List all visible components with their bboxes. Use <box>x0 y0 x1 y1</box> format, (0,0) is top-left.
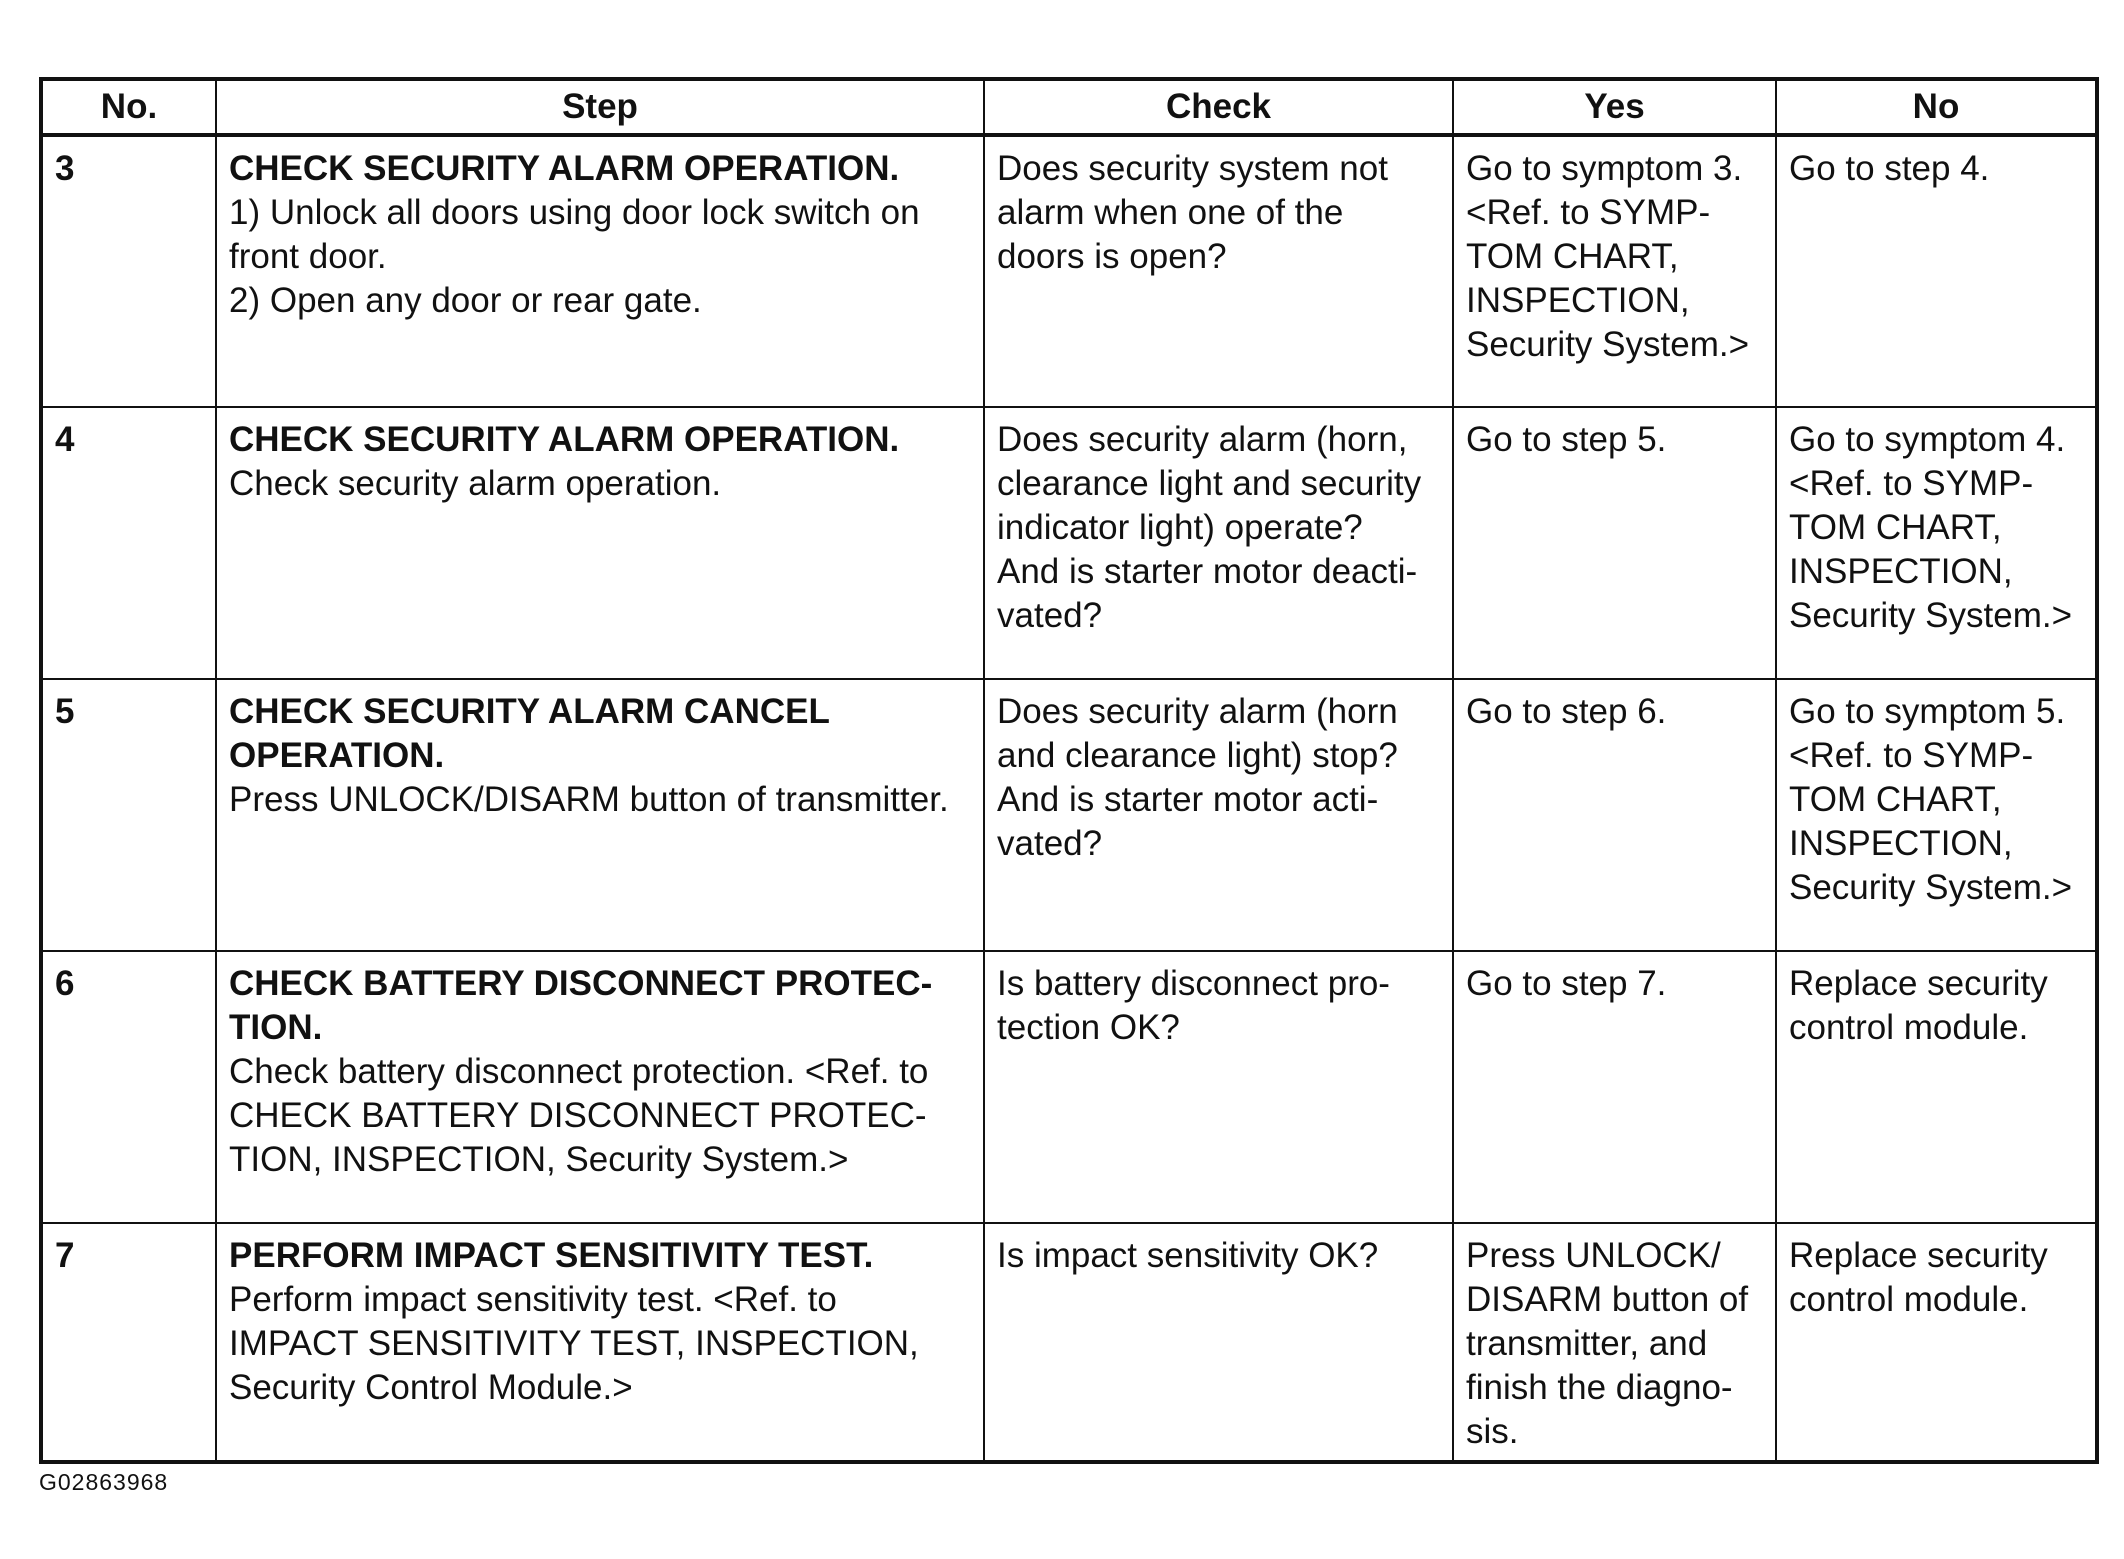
step-line: Check battery disconnect protection. <Ref. to <box>229 1052 929 1091</box>
yes-line: INSPECTION, <box>1466 281 1690 320</box>
step-line: CHECK BATTERY DISCONNECT PROTEC- <box>229 1096 927 1135</box>
table-header <box>41 79 2097 135</box>
yes-line: finish the diagno- <box>1466 1368 1733 1407</box>
yes-line: DISARM button of <box>1466 1280 1749 1319</box>
no-line: Security System.> <box>1789 596 2073 635</box>
no-line: <Ref. to SYMP- <box>1789 736 2034 775</box>
no-line: Security System.> <box>1789 868 2073 907</box>
check-cell <box>984 951 1453 1223</box>
header-no: No. <box>41 79 216 135</box>
yes-line: Go to step 7. <box>1466 964 1667 1003</box>
check-cell <box>984 1223 1453 1462</box>
step-cell <box>216 951 984 1223</box>
table-row <box>41 407 2097 679</box>
yes-cell <box>1453 951 1776 1223</box>
header-row <box>41 79 2097 135</box>
no-line: TOM CHART, <box>1789 780 2002 819</box>
check-cell <box>984 135 1453 407</box>
check-line: doors is open? <box>997 237 1227 276</box>
no-line: INSPECTION, <box>1789 824 2013 863</box>
step-title: PERFORM IMPACT SENSITIVITY TEST. <box>229 1236 874 1275</box>
yes-line: Security System.> <box>1466 325 1750 364</box>
yes-line: Go to step 5. <box>1466 420 1667 459</box>
row-number <box>41 407 216 679</box>
step-cell <box>216 1223 984 1462</box>
no-line: control module. <box>1789 1280 2029 1319</box>
row-number-text: 4 <box>55 420 75 459</box>
row-number <box>41 679 216 951</box>
check-line: and clearance light) stop? <box>997 736 1398 775</box>
no-line: TOM CHART, <box>1789 508 2002 547</box>
check-line: Is impact sensitivity OK? <box>997 1236 1379 1275</box>
check-line: Does security system not <box>997 149 1388 188</box>
row-number-text: 3 <box>55 149 75 188</box>
yes-line: TOM CHART, <box>1466 237 1679 276</box>
check-line: Is battery disconnect pro- <box>997 964 1390 1003</box>
no-line: control module. <box>1789 1008 2029 1047</box>
step-title: CHECK SECURITY ALARM OPERATION. <box>229 149 900 188</box>
yes-line: Go to step 6. <box>1466 692 1667 731</box>
step-line: TION, INSPECTION, Security System.> <box>229 1140 849 1179</box>
step-line: 2) Open any door or rear gate. <box>229 281 702 320</box>
no-line: Go to symptom 5. <box>1789 692 2066 731</box>
step-title: TION. <box>229 1008 323 1047</box>
yes-cell <box>1453 1223 1776 1462</box>
step-line: Check security alarm operation. <box>229 464 722 503</box>
check-cell <box>984 679 1453 951</box>
header-no-result: No <box>1776 79 2097 135</box>
no-line: Go to symptom 4. <box>1789 420 2066 459</box>
step-line: Perform impact sensitivity test. <Ref. to <box>229 1280 837 1319</box>
step-title: CHECK SECURITY ALARM OPERATION. <box>229 420 900 459</box>
table-row <box>41 135 2097 407</box>
no-cell <box>1776 135 2097 407</box>
check-line: tection OK? <box>997 1008 1180 1047</box>
header-check: Check <box>984 79 1453 135</box>
check-line: vated? <box>997 824 1103 863</box>
row-number-text: 5 <box>55 692 75 731</box>
row-number-text: 6 <box>55 964 75 1003</box>
step-title: CHECK BATTERY DISCONNECT PROTEC- <box>229 964 933 1003</box>
check-line: vated? <box>997 596 1103 635</box>
no-line: Go to step 4. <box>1789 149 1990 188</box>
yes-cell <box>1453 679 1776 951</box>
step-title: CHECK SECURITY ALARM CANCEL <box>229 692 830 731</box>
step-line: front door. <box>229 237 387 276</box>
table-row <box>41 679 2097 951</box>
step-line: 1) Unlock all doors using door lock switch on <box>229 193 920 232</box>
step-cell <box>216 679 984 951</box>
row-number <box>41 951 216 1223</box>
step-line: Security Control Module.> <box>229 1368 633 1407</box>
check-cell <box>984 407 1453 679</box>
figure-code: G02863968 <box>39 1469 169 1495</box>
check-line: And is starter motor acti- <box>997 780 1379 819</box>
header-yes: Yes <box>1453 79 1776 135</box>
check-line: And is starter motor deacti- <box>997 552 1418 591</box>
table-row <box>41 951 2097 1223</box>
row-number-text: 7 <box>55 1236 75 1275</box>
step-cell <box>216 407 984 679</box>
row-number <box>41 1223 216 1462</box>
header-step: Step <box>216 79 984 135</box>
diagnostic-table <box>39 77 2099 1464</box>
no-line: <Ref. to SYMP- <box>1789 464 2034 503</box>
check-line: Does security alarm (horn <box>997 692 1398 731</box>
no-line: Replace security <box>1789 964 2048 1003</box>
step-line: IMPACT SENSITIVITY TEST, INSPECTION, <box>229 1324 919 1363</box>
table-row <box>41 1223 2097 1462</box>
no-cell <box>1776 1223 2097 1462</box>
table-body <box>41 135 2097 1462</box>
no-cell <box>1776 407 2097 679</box>
no-line: INSPECTION, <box>1789 552 2013 591</box>
step-title: OPERATION. <box>229 736 445 775</box>
yes-line: Press UNLOCK/ <box>1466 1236 1721 1275</box>
yes-cell <box>1453 135 1776 407</box>
check-line: clearance light and security <box>997 464 1422 503</box>
yes-cell <box>1453 407 1776 679</box>
yes-line: <Ref. to SYMP- <box>1466 193 1711 232</box>
step-line: Press UNLOCK/DISARM button of transmitter. <box>229 780 949 819</box>
check-line: indicator light) operate? <box>997 508 1363 547</box>
yes-line: sis. <box>1466 1412 1519 1451</box>
check-line: Does security alarm (horn, <box>997 420 1408 459</box>
check-line: alarm when one of the <box>997 193 1344 232</box>
yes-line: transmitter, and <box>1466 1324 1708 1363</box>
row-number <box>41 135 216 407</box>
no-cell <box>1776 951 2097 1223</box>
no-cell <box>1776 679 2097 951</box>
no-line: Replace security <box>1789 1236 2048 1275</box>
step-cell <box>216 135 984 407</box>
yes-line: Go to symptom 3. <box>1466 149 1743 188</box>
